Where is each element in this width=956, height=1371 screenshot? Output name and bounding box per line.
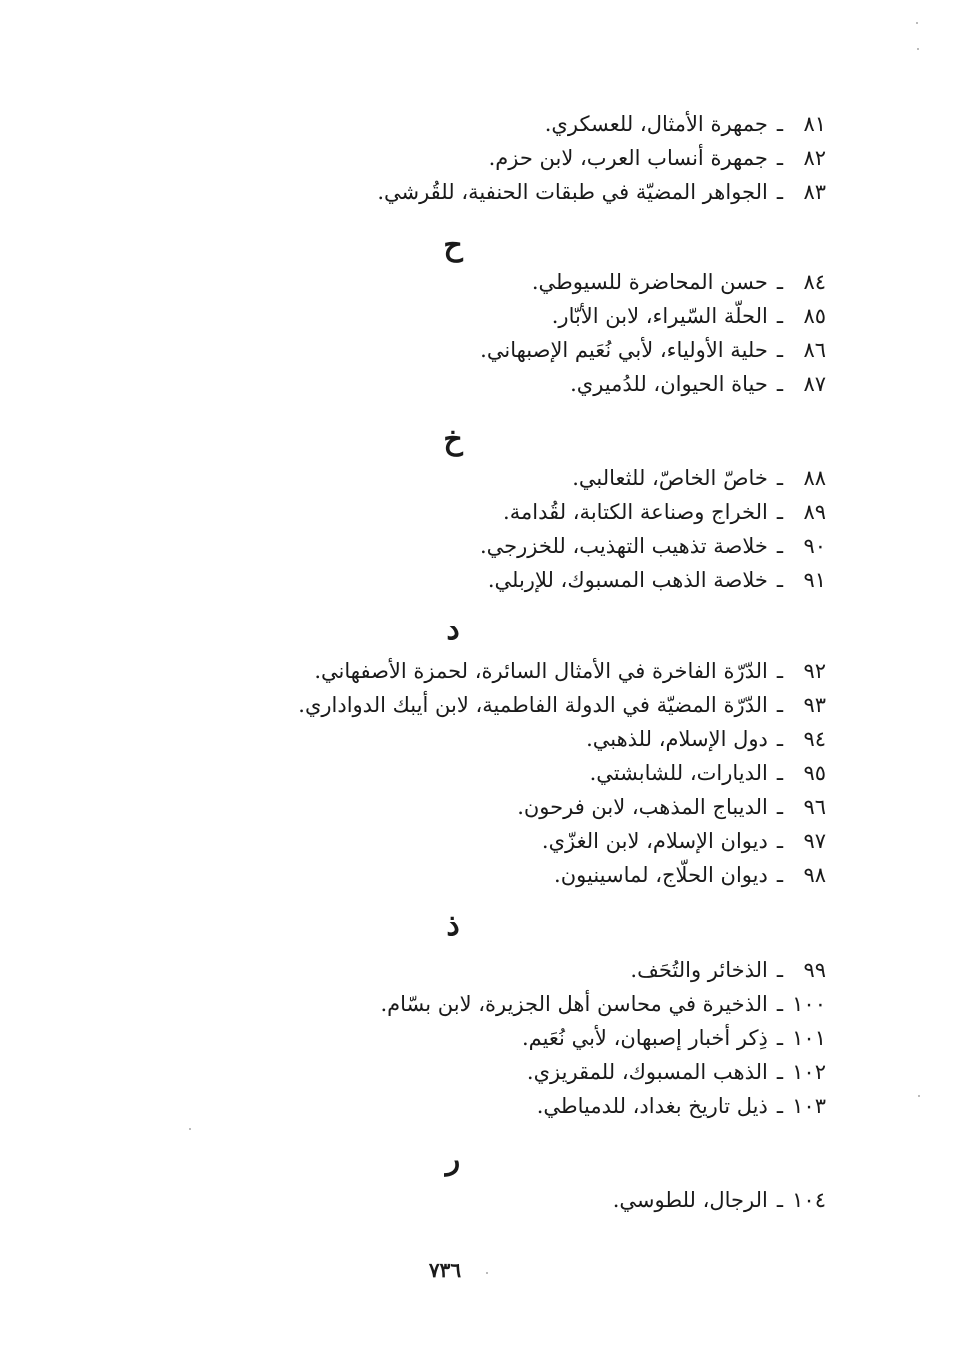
- entry-number: ٨١: [803, 112, 826, 136]
- section-letter-dal: د: [446, 612, 460, 647]
- bibliography-entry: [298, 688, 826, 722]
- entry-dash: ـ: [776, 693, 783, 717]
- scan-speck: [916, 22, 918, 24]
- entry-text: الدّرّة الفاخرة في الأمثال السائرة، لحمزة الأصفهاني.: [314, 659, 768, 683]
- entry-number: ٩٨: [803, 863, 826, 887]
- bibliography-entry: [480, 563, 826, 597]
- entry-number: ٩٥: [803, 761, 826, 785]
- entry-number: ٩٢: [803, 659, 826, 683]
- scan-speck: [917, 48, 919, 50]
- entry-number: ٩٠: [803, 534, 826, 558]
- bibliography-entry: [613, 1183, 826, 1217]
- bibliography-entry: [298, 654, 826, 688]
- entry-number: ٨٦: [803, 338, 826, 362]
- bibliography-entry: [380, 953, 826, 987]
- entry-text: خلاصة تذهيب التهذيب، للخزرجي.: [480, 534, 768, 558]
- bibliography-entry: [480, 495, 826, 529]
- entry-dash: ـ: [776, 372, 783, 396]
- entry-text: دول الإسلام، للذهبي.: [586, 727, 768, 751]
- entry-dash: ـ: [776, 727, 783, 751]
- entry-text: الخراج وصناعة الكتابة، لقُدامة.: [503, 500, 768, 524]
- entry-dash: ـ: [776, 112, 783, 136]
- entry-text: خلاصة الذهب المسبوك، للإربلي.: [487, 568, 768, 592]
- bibliography-entry: [298, 824, 826, 858]
- section-ha-entries: [480, 265, 826, 401]
- entry-text: ديوان الحلّاج، لماسينيون.: [554, 863, 768, 887]
- entry-number: ١٠٤: [792, 1188, 826, 1212]
- entry-text: جمهرة أنساب العرب، لابن حزم.: [488, 146, 768, 170]
- entry-number: ١٠١: [792, 1026, 826, 1050]
- entry-dash: ـ: [776, 180, 783, 204]
- entry-text: حسن المحاضرة للسيوطي.: [531, 270, 768, 294]
- section-letter-kha: خ: [443, 422, 463, 457]
- entry-dash: ـ: [776, 795, 783, 819]
- scan-speck: [189, 1128, 191, 1130]
- entry-dash: ـ: [776, 958, 783, 982]
- scan-speck: [918, 1095, 920, 1097]
- section-dhal-entries: [380, 953, 826, 1123]
- entry-number: ٨٩: [803, 500, 826, 524]
- entry-number: ١٠٢: [792, 1060, 826, 1084]
- entry-dash: ـ: [776, 761, 783, 785]
- entry-number: ١٠٠: [792, 992, 826, 1016]
- bibliography-entry: [380, 1055, 826, 1089]
- entry-dash: ـ: [776, 659, 783, 683]
- entry-number: ٩٤: [803, 727, 826, 751]
- entry-number: ٨٨: [803, 466, 826, 490]
- entry-text: حلية الأولياء، لأبي نُعَيم الإصبهاني.: [480, 338, 768, 362]
- entry-number: ٨٤: [803, 270, 826, 294]
- entry-number: ٩٣: [803, 693, 826, 717]
- entry-dash: ـ: [776, 992, 783, 1016]
- entry-dash: ـ: [776, 534, 783, 558]
- section-letter-ra: ر: [445, 1142, 461, 1177]
- section-dal-entries: [298, 654, 826, 892]
- bibliography-entry: [298, 756, 826, 790]
- entry-dash: ـ: [776, 270, 783, 294]
- entry-number: ٨٧: [803, 372, 826, 396]
- entry-dash: ـ: [776, 466, 783, 490]
- bibliography-entry: [377, 107, 826, 141]
- entry-number: ٨٥: [803, 304, 826, 328]
- entry-number: ٩١: [803, 568, 826, 592]
- entry-number: ٩٦: [803, 795, 826, 819]
- bibliography-entry: [298, 722, 826, 756]
- entry-dash: ـ: [776, 1060, 783, 1084]
- bibliography-entry: [380, 1089, 826, 1123]
- bibliography-entry: [298, 858, 826, 892]
- bibliography-entry: [380, 987, 826, 1021]
- bibliography-entry: [377, 175, 826, 209]
- entry-text: حياة الحيوان، للدُميري.: [570, 372, 768, 396]
- bibliography-entry: [480, 333, 826, 367]
- bibliography-entry: [480, 461, 826, 495]
- entry-number: ٨٢: [803, 146, 826, 170]
- entry-text: الديارات، للشابشتي.: [589, 761, 768, 785]
- entry-text: الرجال، للطوسي.: [612, 1188, 768, 1212]
- entry-dash: ـ: [776, 863, 783, 887]
- entry-number: ٨٣: [803, 180, 826, 204]
- entry-dash: ـ: [776, 146, 783, 170]
- entry-number: ١٠٣: [792, 1094, 826, 1118]
- entry-text: الذخائر والتُحَف.: [630, 958, 768, 982]
- page-number: ٧٣٦: [428, 1258, 462, 1282]
- bibliography-entry: [480, 265, 826, 299]
- section-letter-ha: ح: [443, 228, 463, 263]
- entry-dash: ـ: [776, 1026, 783, 1050]
- entry-text: الحلّة السّيراء، لابن الأبّار.: [551, 304, 768, 328]
- entry-text: خاصّ الخاصّ، للثعالبي.: [572, 466, 768, 490]
- section-ra-entries: [613, 1183, 826, 1217]
- entry-text: الديباج المذهب، لابن فرحون.: [517, 795, 768, 819]
- entry-number: ٩٩: [803, 958, 826, 982]
- entry-text: الجواهر المضيّة في طبقات الحنفية، للقُرشي.: [377, 180, 768, 204]
- entry-dash: ـ: [776, 338, 783, 362]
- entry-number: ٩٧: [803, 829, 826, 853]
- entry-text: ذِكر أخبار إصبهان، لأبي نُعَيم.: [521, 1026, 768, 1050]
- bibliography-entry: [377, 141, 826, 175]
- entry-text: ذيل تاريخ بغداد، للدمياطي.: [536, 1094, 768, 1118]
- bibliography-entry: [480, 299, 826, 333]
- entry-text: جمهرة الأمثال، للعسكري.: [544, 112, 768, 136]
- bibliography-entry: [480, 529, 826, 563]
- entry-dash: ـ: [776, 1188, 783, 1212]
- section-kha-entries: [480, 461, 826, 597]
- entry-text: الذخيرة في محاسن أهل الجزيرة، لابن بسّام.: [380, 992, 768, 1016]
- section-letter-dhal: ذ: [446, 908, 460, 943]
- entry-dash: ـ: [776, 829, 783, 853]
- entry-dash: ـ: [776, 1094, 783, 1118]
- bibliography-entry: [298, 790, 826, 824]
- entry-text: ديوان الإسلام، لابن الغزّي.: [541, 829, 768, 853]
- bibliography-entry: [480, 367, 826, 401]
- section-jim-entries: [377, 107, 826, 209]
- entry-text: الذهب المسبوك، للمقريزي.: [526, 1060, 768, 1084]
- entry-dash: ـ: [776, 568, 783, 592]
- entry-dash: ـ: [776, 304, 783, 328]
- entry-text: الدّرّة المضيّة في الدولة الفاطمية، لابن أيبك الدواداري.: [298, 693, 768, 717]
- scan-speck: [486, 1272, 488, 1274]
- bibliography-entry: [380, 1021, 826, 1055]
- entry-dash: ـ: [776, 500, 783, 524]
